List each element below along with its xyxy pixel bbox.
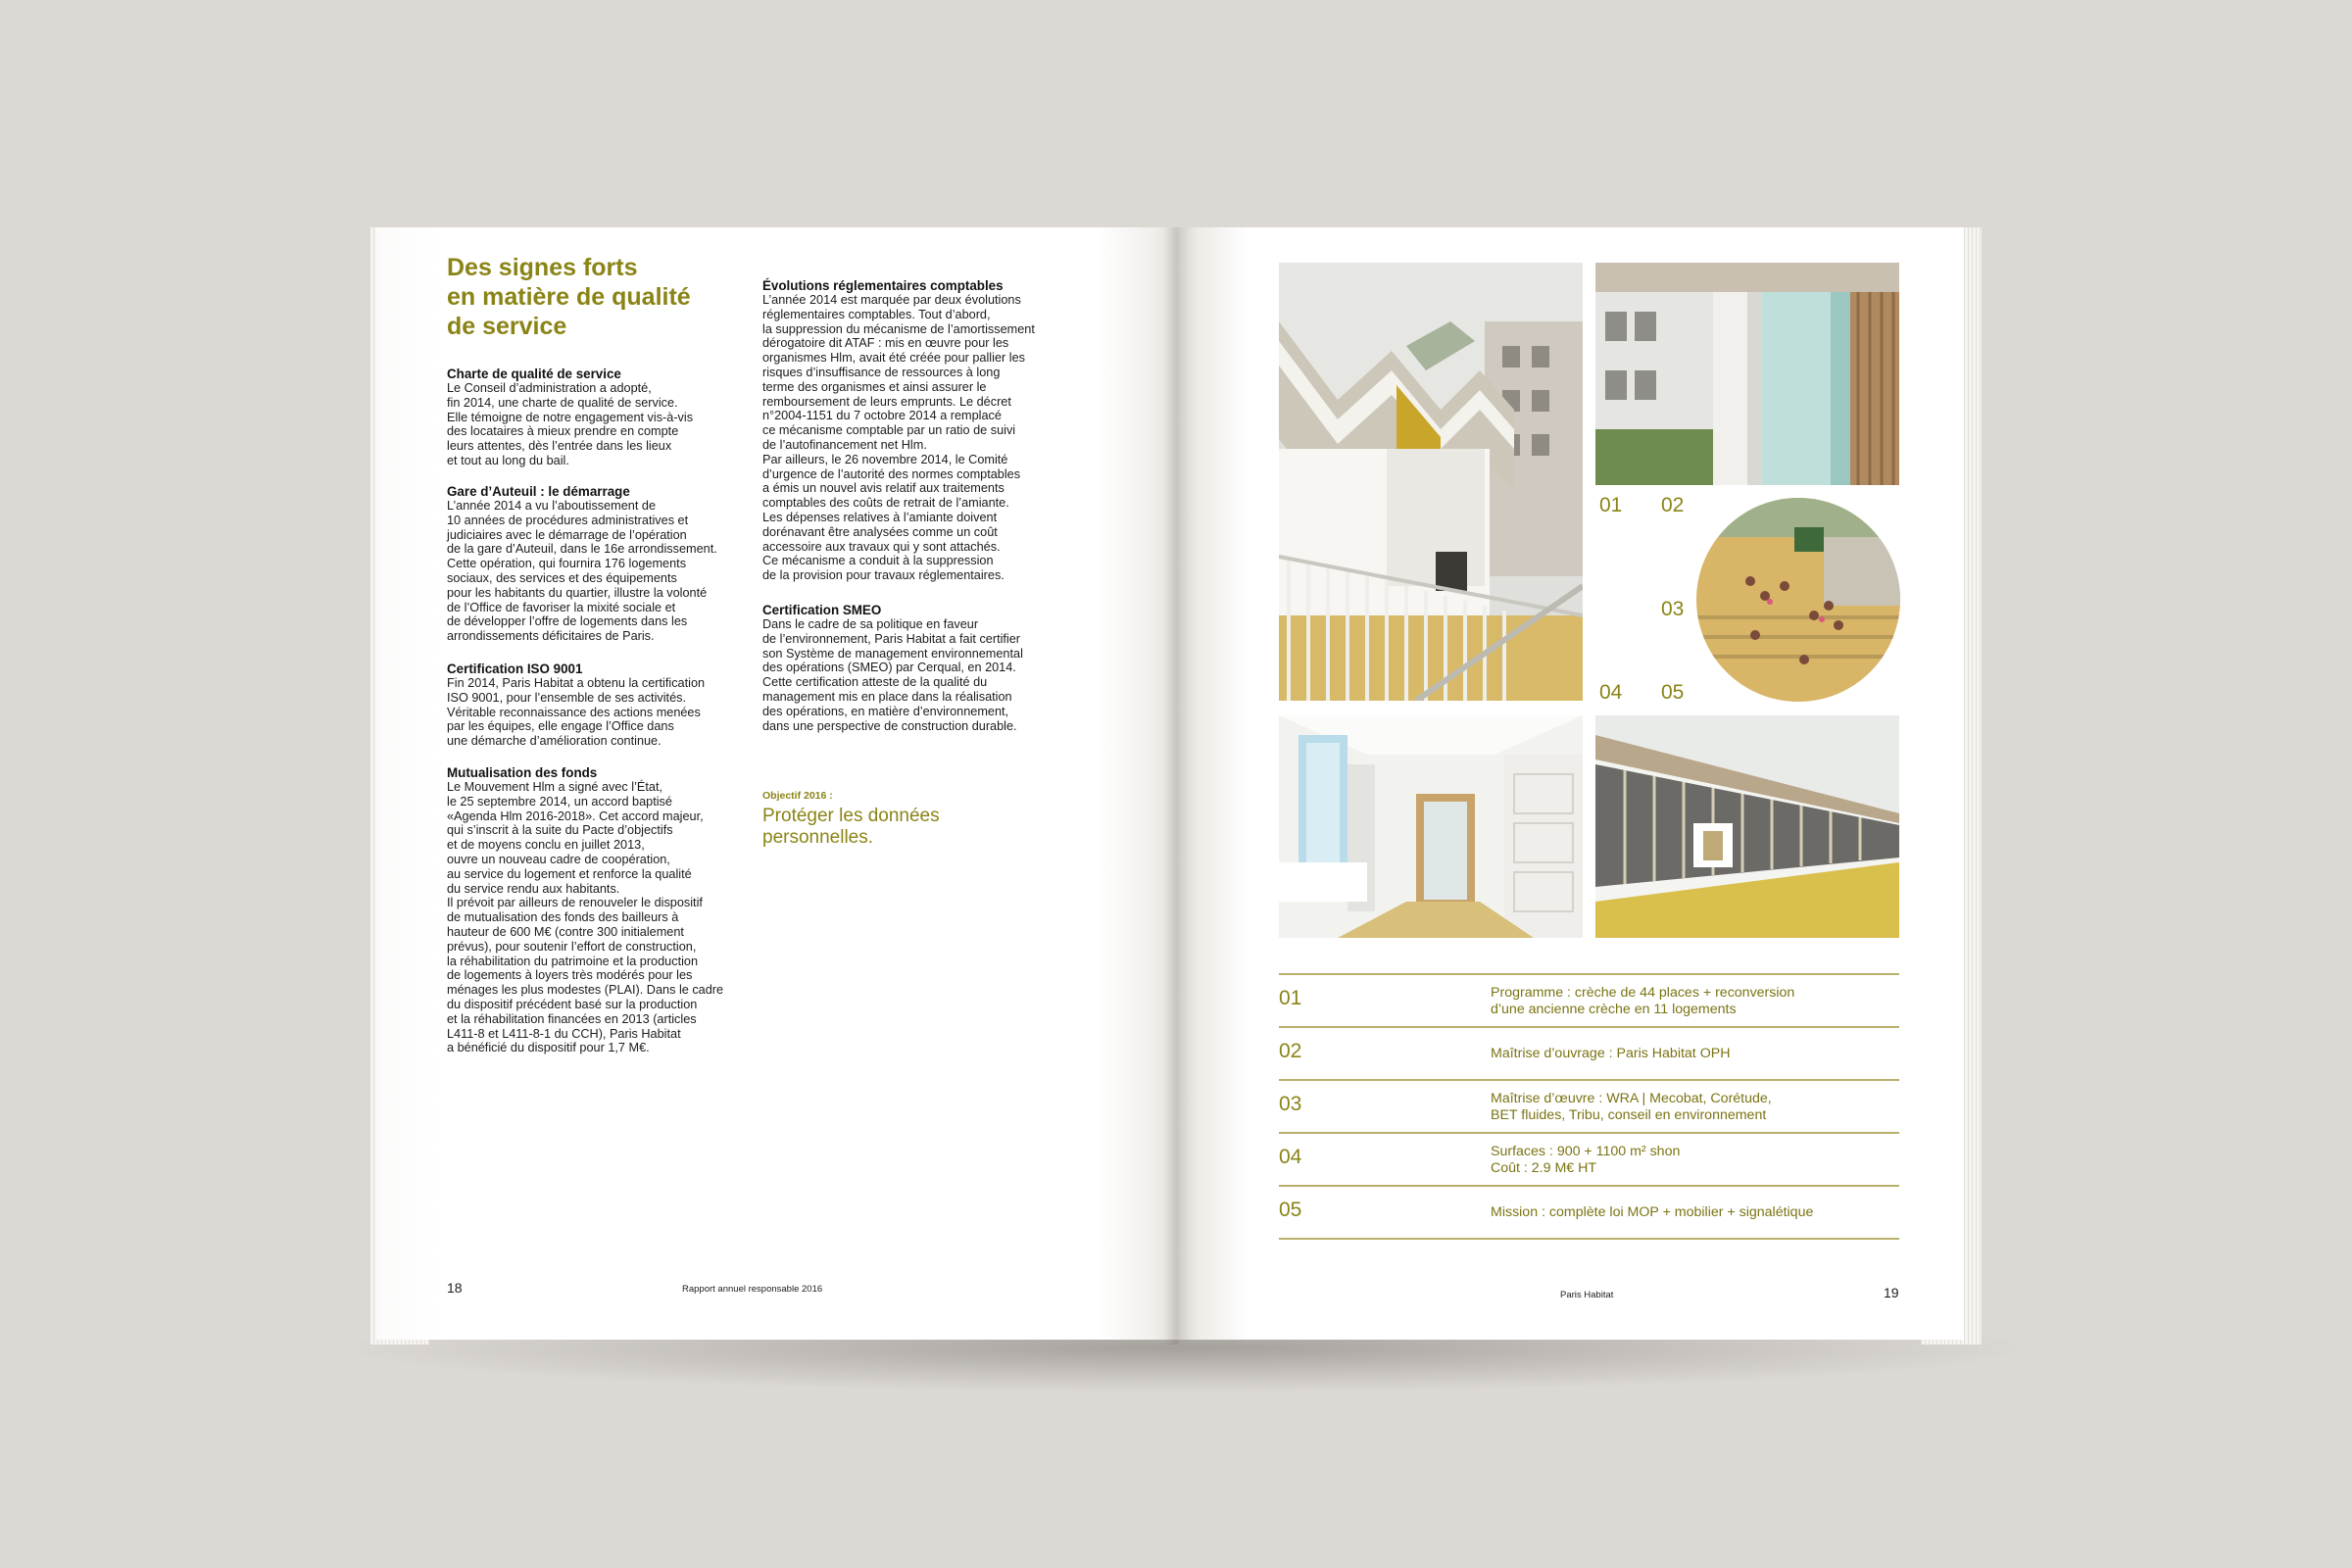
section-evolutions-comptables <box>762 278 1066 583</box>
running-title-right: Paris Habitat <box>1560 1290 1614 1300</box>
info-row-maitrise-ouvrage <box>1279 1029 1899 1078</box>
info-divider <box>1279 1238 1899 1240</box>
photo-balcony-columns <box>1595 263 1899 485</box>
section-body: Le Conseil d’administration a adopté, fin 2014, une charte de qualité de service. Elle témoigne de notre engagement vis-à-vis des locataires à mieux prendre en compte leurs attentes, dès l’entrée dans les lieux et tout au long du bail. <box>447 381 694 467</box>
info-row-mission <box>1279 1188 1899 1237</box>
info-number: 01 <box>1279 987 1302 1009</box>
photo-label-03: 03 <box>1661 598 1685 620</box>
section-charte <box>447 367 741 468</box>
section-body: Fin 2014, Paris Habitat a obtenu la certification ISO 9001, pour l’ensemble de ses activités. Véritable reconnaissance des actions menées par les équipes, elle engage l’Office dans une démarche d’amélioration continue. <box>447 676 706 749</box>
photo-building-facade <box>1279 263 1583 701</box>
section-heading: Mutualisation des fonds <box>447 765 598 780</box>
section-heading: Évolutions réglementaires comptables <box>762 278 1004 293</box>
info-number: 05 <box>1279 1199 1302 1221</box>
info-text: Programme : crèche de 44 places + reconversion d’une ancienne crèche en 11 logements <box>1491 985 1795 1017</box>
section-body: Le Mouvement Hlm a signé avec l’État, le 25 septembre 2014, un accord baptisé «Agenda Hlm 2016-2018». Cet accord majeur, qui s’inscrit à la suite du Pacte d’objectifs et de moyens conclu en juillet 2013, ouvre un nouveau cadre de coopération, au service du logement et renforce la qualité du service rendu aux habitants. Il prévoit par ailleurs de renouveler le dispositif de mutualisation des fonds des bailleurs à hauteur de 600 M€ (contre 300 initialement prévus), pour soutenir l’effort de construction, la réhabilitation du patrimoine et la production de logements à loyers très modérés pour les ménages les plus modestes (PLAI). Dans le cadre du dispositif précédent basé sur la production et la réhabilitation financées en 2013 (articles L411-8 et L411-8-1 du CCH), Paris Habitat a bénéficié du dispositif pour 1,7 M€. <box>447 780 724 1055</box>
book-gutter <box>1164 227 1190 1345</box>
running-title-left: Rapport annuel responsable 2016 <box>682 1284 823 1295</box>
section-body: L’année 2014 est marquée par deux évolutions réglementaires comptables. Tout d’abord, la suppression du mécanisme de l’amortissement dérogatoire dit ATAF : mis en œuvre pour les organismes Hlm, avait été créée pour pallier les risques d’insuffisance de ressources à long terme des organismes et ainsi assurer le remboursement de leurs emprunts. Le décret n°2004-1151 du 7 octobre 2014 a remplacé ce mécanisme comptable par un ratio de suivi de l’autofinancement net Hlm. Par ailleurs, le 26 novembre 2014, le Comité d’urgence de l’autorité des normes comptables a émis un nouvel avis relatif aux traitements comptables des coûts de retrait de l’amiante. Les dépenses relatives à l’amiante doivent dorénavant être analysées comme un coût accessoire aux travaux qui y sont attachés. Ce mécanisme a conduit à la suppression de la provision pour travaux réglementaires. <box>762 293 1035 583</box>
photo-long-building <box>1595 715 1899 938</box>
info-divider <box>1279 1026 1899 1028</box>
objective-text: Protéger les données personnelles. <box>762 806 940 848</box>
info-text: Maîtrise d’œuvre : WRA | Mecobat, Corétude, BET fluides, Tribu, conseil en environnement <box>1491 1091 1772 1123</box>
info-row-maitrise-oeuvre <box>1279 1082 1899 1131</box>
photo-playground-circle <box>1696 498 1900 702</box>
info-row-programme <box>1279 976 1899 1025</box>
photo-interior-corridor <box>1279 715 1583 938</box>
photo-label-05: 05 <box>1661 681 1685 704</box>
info-text: Surfaces : 900 + 1100 m² shon Coût : 2.9 M€ HT <box>1491 1144 1681 1176</box>
info-row-surfaces <box>1279 1135 1899 1184</box>
page-number-left: 18 <box>447 1280 463 1296</box>
section-body: Dans le cadre de sa politique en faveur de l’environnement, Paris Habitat a fait certifier son Système de management environnemental des opérations (SMEO) par Cerqual, en 2014. Cette certification atteste de la qualité du management mis en place dans la réalisation des opérations, en matière d’environnement, dans une perspective de construction durable. <box>762 617 1023 733</box>
photo-label-04: 04 <box>1599 681 1623 704</box>
info-number: 03 <box>1279 1093 1302 1115</box>
section-smeo <box>762 603 1066 733</box>
info-divider <box>1279 973 1899 975</box>
photo-label-02: 02 <box>1661 494 1685 516</box>
section-gare-auteuil <box>447 484 741 644</box>
info-text: Maîtrise d’ouvrage : Paris Habitat OPH <box>1491 1046 1731 1061</box>
page-number-right: 19 <box>1884 1285 1899 1300</box>
section-body: L’année 2014 a vu l’aboutissement de 10 années de procédures administratives et judiciaires avec le démarrage de l’opération de la gare d’Auteuil, dans le 16e arrondissement. Cette opération, qui fournira 176 logements sociaux, des services et des équipements pour les habitants du quartier, illustre la volonté de l’Office de favoriser la mixité sociale et de développer l’offre de logements dans les arrondissements déficitaires de Paris. <box>447 499 717 644</box>
section-heading: Gare d’Auteuil : le démarrage <box>447 484 630 499</box>
info-number: 02 <box>1279 1040 1302 1062</box>
section-heading: Certification ISO 9001 <box>447 662 583 676</box>
info-divider <box>1279 1079 1899 1081</box>
info-text: Mission : complète loi MOP + mobilier + signalétique <box>1491 1204 1814 1220</box>
info-number: 04 <box>1279 1146 1302 1168</box>
page-title: Des signes forts en matière de qualité de service <box>447 254 691 340</box>
section-iso-9001 <box>447 662 741 749</box>
photo-label-01: 01 <box>1599 494 1623 516</box>
section-heading: Certification SMEO <box>762 603 882 617</box>
info-divider <box>1279 1185 1899 1187</box>
section-mutualisation <box>447 765 741 1055</box>
info-divider <box>1279 1132 1899 1134</box>
section-heading: Charte de qualité de service <box>447 367 621 381</box>
objective-label: Objectif 2016 : <box>762 790 833 802</box>
